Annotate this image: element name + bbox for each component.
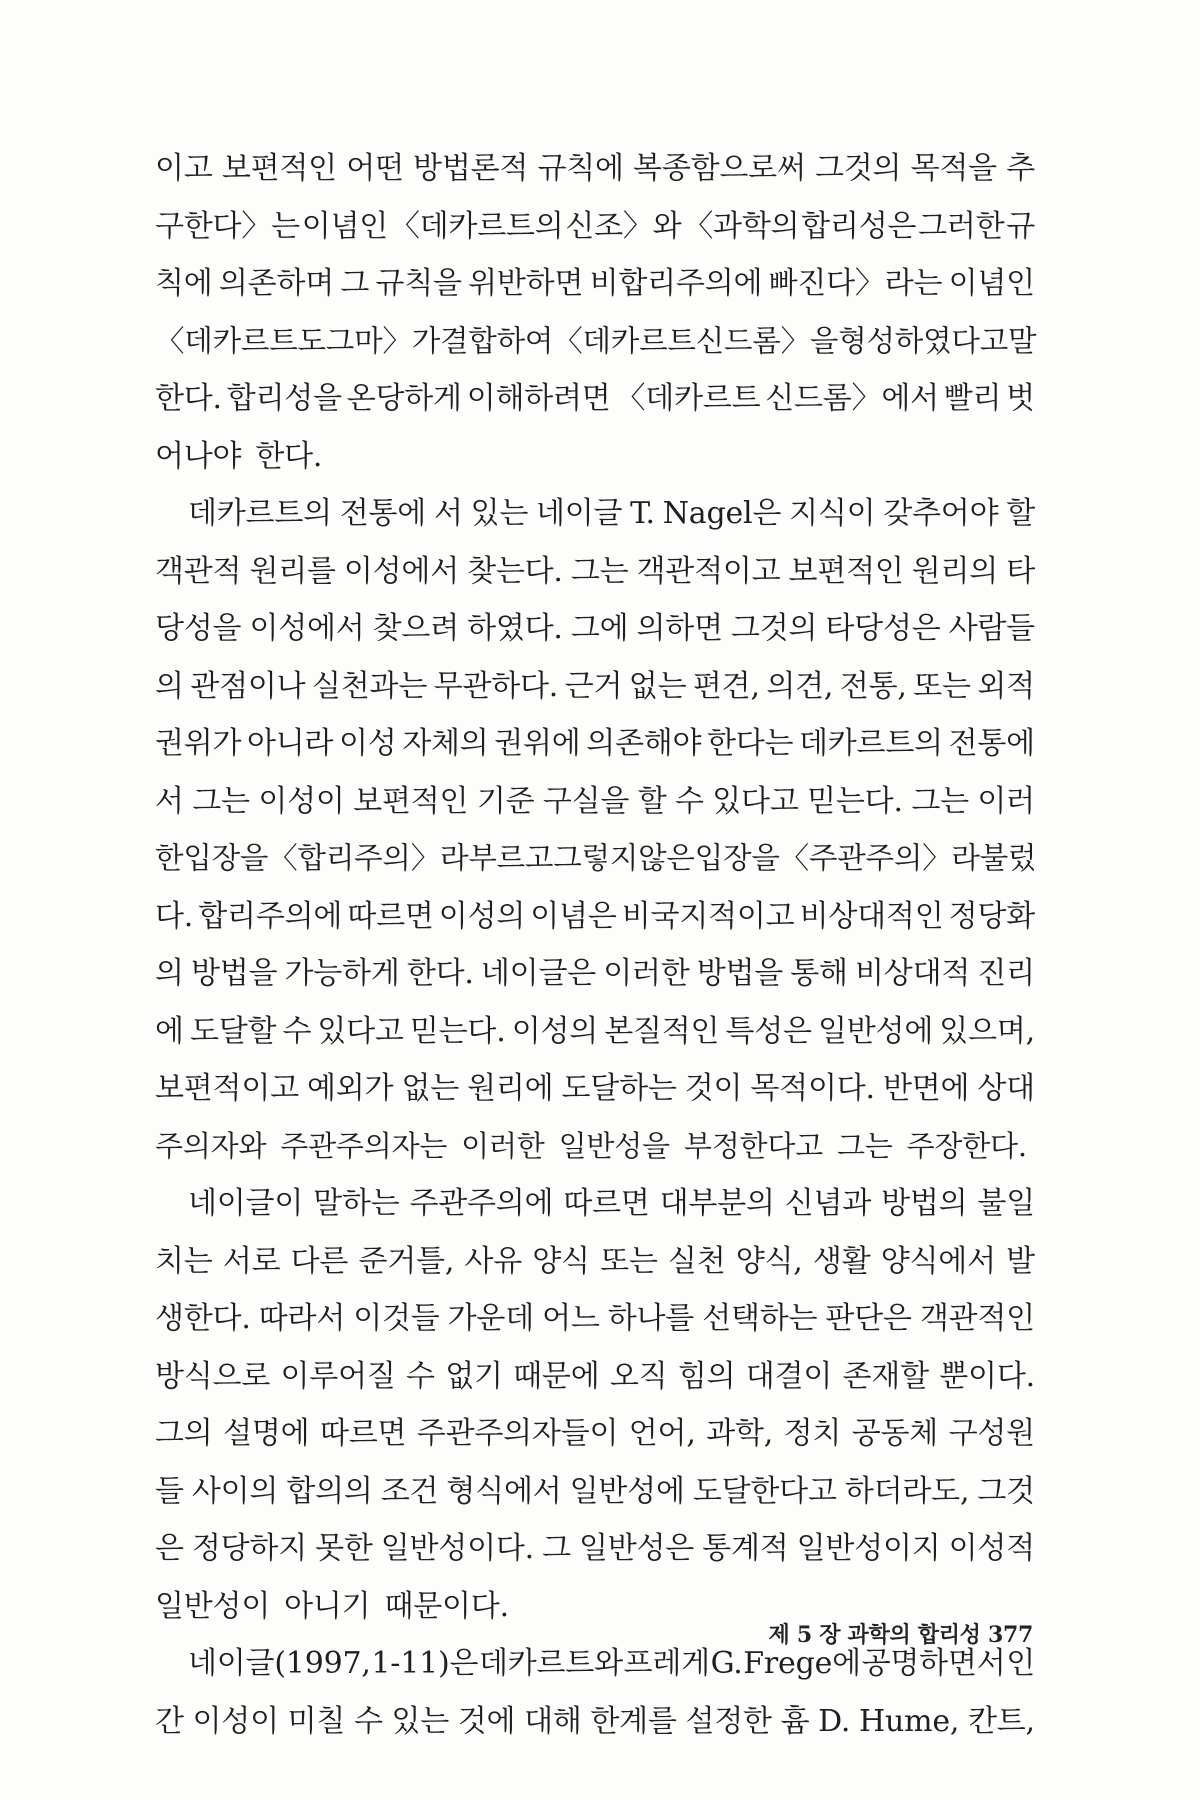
text-line: 데카르트의 전통에 서 있는 네이글 T. Nagel은 지식이 갖추어야 할 [188, 496, 1035, 531]
text-line: 네이글이 말하는 주관주의에 따르면 대부분의 신념과 방법의 불일 [188, 1186, 1035, 1221]
text-line: 의 관점이나 실천과는 무관하다. 근거 없는 편견, 의견, 전통, 또는 외적 [155, 668, 1035, 704]
text-line: 다. 합리주의에 따르면 이성의 이념은 비국지적이고 비상대적인 정당화 [155, 898, 1035, 934]
text-line: 방식으로 이루어질 수 없기 때문에 오직 힘의 대결이 존재할 뿐이다. [155, 1358, 1035, 1394]
text-line: 당성을 이성에서 찾으려 하였다. 그에 의하면 그것의 타당성은 사람들 [155, 611, 1035, 646]
text-line: 에 도달할 수 있다고 믿는다. 이성의 본질적인 특성은 일반성에 있으며, [155, 1013, 1035, 1049]
running-footer: 제 5 장 과학의 합리성 377 [768, 1622, 1033, 1648]
text-line: 간 이성이 미칠 수 있는 것에 대해 한계를 설정한 흄 D. Hume, 칸트, [155, 1703, 1035, 1739]
text-line: 생한다. 따라서 이것들 가운데 어느 하나를 선택하는 판단은 객관적인 [155, 1301, 1035, 1336]
text-line: 한다. 합리성을 온당하게 이해하려면 〈데카르트 신드롬〉에서 빨리 벗 [155, 381, 1035, 416]
text-line: 보편적이고 예외가 없는 원리에 도달하는 것이 목적이다. 반면에 상대 [155, 1071, 1035, 1106]
text-line: 주의자와 주관주의자는 이러한 일반성을 부정한다고 그는 주장한다. [155, 1128, 1027, 1163]
text-line: 은 정당하지 못한 일반성이다. 그 일반성은 통계적 일반성이지 이성적 [155, 1531, 1035, 1566]
text-line: 어나야 한다. [155, 438, 323, 474]
text-line: 객관적 원리를 이성에서 찾는다. 그는 객관적이고 보편적인 원리의 타 [155, 553, 1035, 589]
body-text [155, 140, 1035, 1750]
text-line: 이고 보편적인 어떤 방법론적 규칙에 복종함으로써 그것의 목적을 추 [155, 151, 1035, 186]
text-line: 칙에 의존하며 그 규칙을 위반하면 비합리주의에 빠진다〉라는 이념인 [155, 266, 1035, 301]
text-line: 들 사이의 합의의 조건 형식에서 일반성에 도달한다고 하더라도, 그것 [155, 1473, 1035, 1509]
text-line: 구한다〉는 이념인 〈데카르트의 신조〉와 〈과학의 합리성은 그러한 규 [155, 208, 1035, 244]
text-line: 권위가 아니라 이성 자체의 권위에 의존해야 한다는 데카르트의 전통에 [155, 726, 1035, 761]
text-line: 의 방법을 가능하게 한다. 네이글은 이러한 방법을 통해 비상대적 진리 [155, 956, 1035, 991]
text-line: 치는 서로 다른 준거틀, 사유 양식 또는 실천 양식, 생활 양식에서 발 [155, 1243, 1035, 1279]
text-line: 그의 설명에 따르면 주관주의자들이 언어, 과학, 정치 공동체 구성원 [155, 1416, 1035, 1451]
text-line: 한 입장을 〈합리주의〉라 부르고 그렇지 않은 입장을 〈주관주의〉라 불렀 [155, 841, 1037, 875]
text-line: 네이글(1997, 1-11)은 데카르트와 프레게 G. Frege에 공명하면서 인 [188, 1646, 1035, 1681]
text-line: 서 그는 이성이 보편적인 기준 구실을 할 수 있다고 믿는다. 그는 이러 [155, 783, 1035, 819]
text-line: 일반성이 아니기 때문이다. [155, 1588, 509, 1624]
text-line: 〈데카르트 도그마〉가 결합하여 〈데카르트 신드롬〉을 형성하였다고 말 [155, 323, 1037, 358]
